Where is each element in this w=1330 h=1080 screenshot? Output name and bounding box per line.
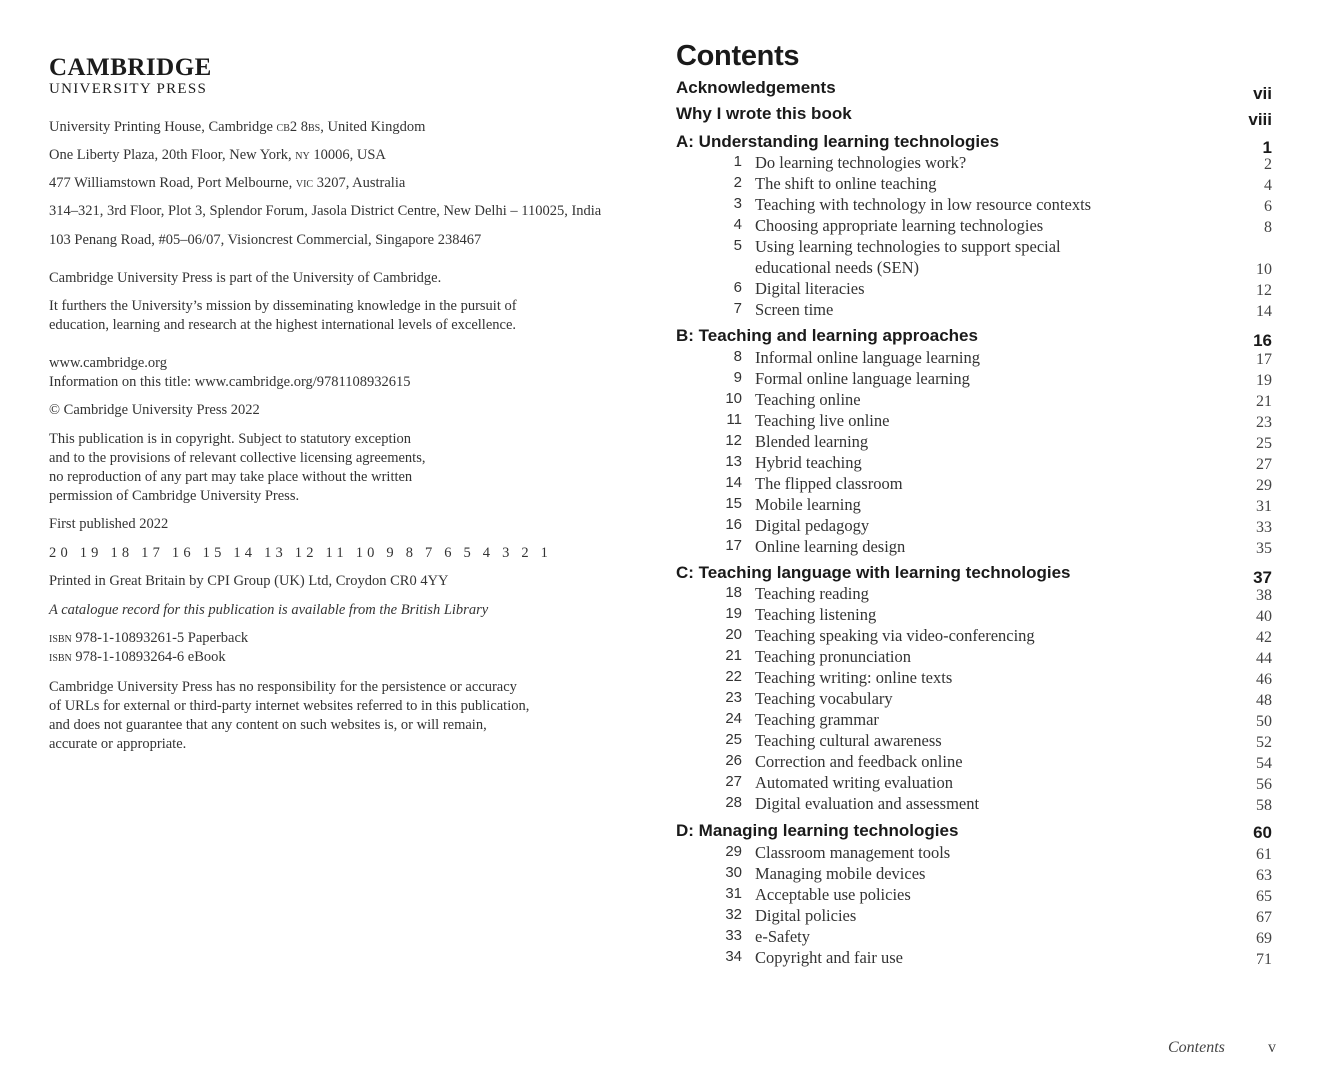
- chapter-page: 63: [1256, 867, 1272, 884]
- publisher-subtitle: UNIVERSITY PRESS: [49, 81, 208, 97]
- copyright-notice-line: permission of Cambridge University Press.: [49, 488, 300, 504]
- chapter-title: Digital pedagogy: [755, 516, 870, 535]
- chapter-page: 69: [1256, 930, 1272, 947]
- university-statement: Cambridge University Press is part of the University of Cambridge.: [49, 270, 442, 286]
- chapter-title: Do learning technologies work?: [755, 153, 967, 172]
- toc-chapter[interactable]: [676, 864, 1276, 886]
- chapter-page: 44: [1256, 650, 1272, 667]
- toc-chapter[interactable]: [676, 668, 1276, 690]
- page-footer: [1168, 1039, 1280, 1059]
- chapter-number: 34: [725, 948, 742, 965]
- toc-chapter[interactable]: [676, 584, 1276, 606]
- chapter-page: 31: [1256, 498, 1272, 515]
- toc-chapter[interactable]: [676, 927, 1276, 949]
- chapter-number: 1: [733, 153, 742, 170]
- chapter-title: Digital evaluation and assessment: [755, 794, 980, 813]
- section-title: B: Teaching and learning approaches: [676, 326, 978, 345]
- chapter-title: Copyright and fair use: [755, 948, 904, 967]
- chapter-title: Informal online language learning: [755, 348, 980, 367]
- chapter-page: 2: [1264, 156, 1272, 173]
- section-page: 60: [1253, 823, 1272, 842]
- chapter-number: 16: [725, 516, 742, 533]
- first-published: First published 2022: [49, 516, 169, 532]
- section-title: D: Managing learning technologies: [676, 821, 959, 840]
- chapter-page: 10: [1256, 261, 1272, 278]
- chapter-number: 24: [725, 710, 742, 727]
- publisher-logo: [49, 55, 649, 97]
- section-page: 1: [1262, 138, 1272, 157]
- section-page: 37: [1253, 568, 1272, 587]
- chapter-page: 8: [1264, 219, 1272, 236]
- chapter-title: Teaching online: [755, 390, 861, 409]
- toc-chapter[interactable]: [676, 195, 1276, 217]
- chapter-number: 3: [733, 195, 742, 212]
- chapter-number: 27: [725, 773, 742, 790]
- toc-chapter[interactable]: [676, 605, 1276, 627]
- toc-chapter[interactable]: [676, 174, 1276, 196]
- copyright-notice-line: no reproduction of any part may take place without the written: [49, 469, 413, 485]
- toc-chapter[interactable]: [676, 773, 1276, 795]
- chapter-page: 50: [1256, 713, 1272, 730]
- chapter-title: Digital literacies: [755, 279, 865, 298]
- copyright-line: © Cambridge University Press 2022: [49, 402, 260, 418]
- chapter-page: 65: [1256, 888, 1272, 905]
- chapter-title: The shift to online teaching: [755, 174, 937, 193]
- toc-chapter[interactable]: [676, 731, 1276, 753]
- chapter-number: 22: [725, 668, 742, 685]
- toc-chapter[interactable]: [676, 948, 1276, 970]
- toc-chapter[interactable]: [676, 647, 1276, 669]
- chapter-title: Teaching grammar: [755, 710, 879, 729]
- website-link[interactable]: www.cambridge.org: [49, 355, 167, 371]
- chapter-page: 58: [1256, 797, 1272, 814]
- toc-chapter[interactable]: [676, 237, 1276, 280]
- chapter-page: 46: [1256, 671, 1272, 688]
- chapter-page: 33: [1256, 519, 1272, 536]
- chapter-title-continued: educational needs (SEN): [755, 258, 920, 277]
- chapter-title: Mobile learning: [755, 495, 861, 514]
- chapter-page: 27: [1256, 456, 1272, 473]
- isbn-paperback: isbn 978-1-10893261-5 Paperback: [49, 630, 249, 646]
- chapter-title: Teaching live online: [755, 411, 890, 430]
- toc-chapter[interactable]: [676, 300, 1276, 322]
- copyright-notice-line: This publication is in copyright. Subject to statutory exception: [49, 431, 412, 447]
- running-footer-label: Contents: [1168, 1039, 1225, 1056]
- toc-chapter[interactable]: [676, 216, 1276, 238]
- catalogue-record: A catalogue record for this publication is available from the British Library: [49, 602, 489, 618]
- chapter-page: 67: [1256, 909, 1272, 926]
- chapter-number: 21: [725, 647, 742, 664]
- toc-entry-acknowledgements[interactable]: [676, 78, 1276, 103]
- mission-statement-line: It furthers the University’s mission by disseminating knowledge in the pursuit of: [49, 298, 517, 314]
- chapter-title: Teaching with technology in low resource contexts: [755, 195, 1092, 214]
- chapter-number: 32: [725, 906, 742, 923]
- copyright-notice-line: and to the provisions of relevant collective licensing agreements,: [49, 450, 426, 466]
- chapter-page: 40: [1256, 608, 1272, 625]
- chapter-title: Formal online language learning: [755, 369, 970, 388]
- chapter-title: e-Safety: [755, 927, 810, 946]
- chapter-number: 23: [725, 689, 742, 706]
- chapter-number: 8: [733, 348, 742, 365]
- page-number: v: [1268, 1039, 1276, 1056]
- chapter-title: Hybrid teaching: [755, 453, 862, 472]
- address-line: 314–321, 3rd Floor, Plot 3, Splendor Forum, Jasola District Centre, New Delhi – 110025, India: [49, 203, 602, 219]
- toc-chapter[interactable]: [676, 689, 1276, 711]
- toc-chapter[interactable]: [676, 710, 1276, 732]
- chapter-number: 28: [725, 794, 742, 811]
- chapter-number: 10: [725, 390, 742, 407]
- chapter-title: Teaching vocabulary: [755, 689, 893, 708]
- toc-chapter[interactable]: [676, 390, 1276, 412]
- chapter-number: 12: [725, 432, 742, 449]
- chapter-number: 9: [733, 369, 742, 386]
- chapter-page: 71: [1256, 951, 1272, 968]
- section-page: 16: [1253, 331, 1272, 350]
- chapter-number: 33: [725, 927, 742, 944]
- toc-chapter[interactable]: [676, 537, 1276, 559]
- imprint-page: [49, 54, 649, 752]
- page-title: Contents: [676, 40, 800, 72]
- chapter-page: 14: [1256, 303, 1272, 320]
- chapter-page: 61: [1256, 846, 1272, 863]
- chapter-number: 4: [733, 216, 742, 233]
- chapter-number: 31: [725, 885, 742, 902]
- entry-title: Acknowledgements: [676, 78, 836, 97]
- chapter-number: 11: [726, 411, 742, 428]
- toc-chapter[interactable]: [676, 626, 1276, 648]
- toc-section-b[interactable]: [676, 326, 1276, 348]
- chapter-number: 30: [725, 864, 742, 881]
- toc-chapter[interactable]: [676, 495, 1276, 517]
- chapter-number: 14: [725, 474, 742, 491]
- chapter-title: Screen time: [755, 300, 834, 319]
- chapter-title: Teaching cultural awareness: [755, 731, 942, 750]
- chapter-number: 19: [725, 605, 742, 622]
- chapter-page: 23: [1256, 414, 1272, 431]
- toc-section-d[interactable]: [676, 821, 1276, 843]
- title-info-link[interactable]: Information on this title: www.cambridge.org/9781108932615: [49, 374, 411, 390]
- disclaimer-line: Cambridge University Press has no responsibility for the persistence or accuracy: [49, 679, 517, 695]
- chapter-page: 4: [1264, 177, 1272, 194]
- toc-chapter[interactable]: [676, 432, 1276, 454]
- chapter-title: Teaching speaking via video-conferencing: [755, 626, 1035, 645]
- isbn-ebook: isbn 978-1-10893264-6 eBook: [49, 649, 226, 665]
- toc-chapter[interactable]: [676, 153, 1276, 175]
- chapter-number: 5: [733, 237, 742, 254]
- toc-chapter[interactable]: [676, 453, 1276, 475]
- toc-chapter[interactable]: [676, 752, 1276, 774]
- chapter-title: Blended learning: [755, 432, 869, 451]
- disclaimer-line: accurate or appropriate.: [49, 736, 187, 752]
- chapter-number: 15: [725, 495, 742, 512]
- chapter-title: Choosing appropriate learning technologies: [755, 216, 1044, 235]
- chapter-page: 19: [1256, 372, 1272, 389]
- entry-page: vii: [1253, 84, 1272, 103]
- chapter-page: 21: [1256, 393, 1272, 410]
- toc-chapter[interactable]: [676, 843, 1276, 865]
- chapter-title: Digital policies: [755, 906, 857, 925]
- chapter-page: 17: [1256, 351, 1272, 368]
- chapter-title: Managing mobile devices: [755, 864, 926, 883]
- chapter-title: Automated writing evaluation: [755, 773, 953, 792]
- toc-entry-why-i-wrote[interactable]: [676, 104, 1276, 129]
- chapter-page: 48: [1256, 692, 1272, 709]
- chapter-number: 2: [733, 174, 742, 191]
- chapter-number: 26: [725, 752, 742, 769]
- chapter-page: 6: [1264, 198, 1272, 215]
- chapter-number: 13: [725, 453, 742, 470]
- toc-chapter[interactable]: [676, 906, 1276, 928]
- address-line: 477 Williamstown Road, Port Melbourne, vic 3207, Australia: [49, 175, 406, 191]
- disclaimer-line: and does not guarantee that any content on such websites is, or will remain,: [49, 717, 487, 733]
- mission-statement-line: education, learning and research at the highest international levels of excellence.: [49, 317, 517, 333]
- print-run-line: 20 19 18 17 16 15 14 13 12 11 10 9 8 7 6 5 4 3 2 1: [49, 545, 553, 561]
- toc-chapter[interactable]: [676, 348, 1276, 370]
- toc-chapter[interactable]: [676, 279, 1276, 301]
- chapter-number: 20: [725, 626, 742, 643]
- chapter-number: 6: [733, 279, 742, 296]
- printed-in: Printed in Great Britain by CPI Group (UK) Ltd, Croydon CR0 4YY: [49, 573, 449, 589]
- entry-title: Why I wrote this book: [676, 104, 852, 123]
- chapter-page: 54: [1256, 755, 1272, 772]
- chapter-page: 38: [1256, 587, 1272, 604]
- section-title: A: Understanding learning technologies: [676, 132, 1000, 151]
- chapter-title: Classroom management tools: [755, 843, 951, 862]
- address-line: University Printing House, Cambridge cb2 8bs, United Kingdom: [49, 119, 426, 135]
- toc-chapter[interactable]: [676, 885, 1276, 907]
- chapter-title: Teaching pronunciation: [755, 647, 912, 666]
- toc-section-a[interactable]: [676, 132, 1276, 157]
- toc-chapter[interactable]: [676, 411, 1276, 433]
- chapter-number: 18: [725, 584, 742, 601]
- address-line: 103 Penang Road, #05–06/07, Visioncrest Commercial, Singapore 238467: [49, 232, 482, 248]
- chapter-number: 17: [725, 537, 742, 554]
- chapter-number: 25: [725, 731, 742, 748]
- chapter-page: 56: [1256, 776, 1272, 793]
- chapter-page: 12: [1256, 282, 1272, 299]
- toc-chapter[interactable]: [676, 794, 1276, 816]
- chapter-title: Online learning design: [755, 537, 906, 556]
- chapter-title: Teaching writing: online texts: [755, 668, 953, 687]
- chapter-title: Correction and feedback online: [755, 752, 963, 771]
- section-title: C: Teaching language with learning technologies: [676, 563, 1071, 582]
- entry-page: viii: [1248, 110, 1272, 129]
- toc-chapter[interactable]: [676, 516, 1276, 538]
- address-line: One Liberty Plaza, 20th Floor, New York, ny 10006, USA: [49, 147, 386, 163]
- chapter-number: 29: [725, 843, 742, 860]
- toc-section-c[interactable]: [676, 563, 1276, 585]
- toc-chapter[interactable]: [676, 474, 1276, 496]
- toc-chapter[interactable]: [676, 369, 1276, 391]
- chapter-number: 7: [733, 300, 742, 317]
- chapter-page: 52: [1256, 734, 1272, 751]
- chapter-title: Teaching reading: [755, 584, 869, 603]
- publisher-name: CAMBRIDGE: [49, 54, 212, 81]
- chapter-title: Using learning technologies to support special: [755, 237, 1061, 256]
- chapter-title: Acceptable use policies: [755, 885, 911, 904]
- chapter-page: 35: [1256, 540, 1272, 557]
- disclaimer-line: of URLs for external or third-party internet websites referred to in this publication,: [49, 698, 530, 714]
- chapter-title: Teaching listening: [755, 605, 877, 624]
- chapter-page: 42: [1256, 629, 1272, 646]
- chapter-title: The flipped classroom: [755, 474, 903, 493]
- chapter-page: 29: [1256, 477, 1272, 494]
- chapter-page: 25: [1256, 435, 1272, 452]
